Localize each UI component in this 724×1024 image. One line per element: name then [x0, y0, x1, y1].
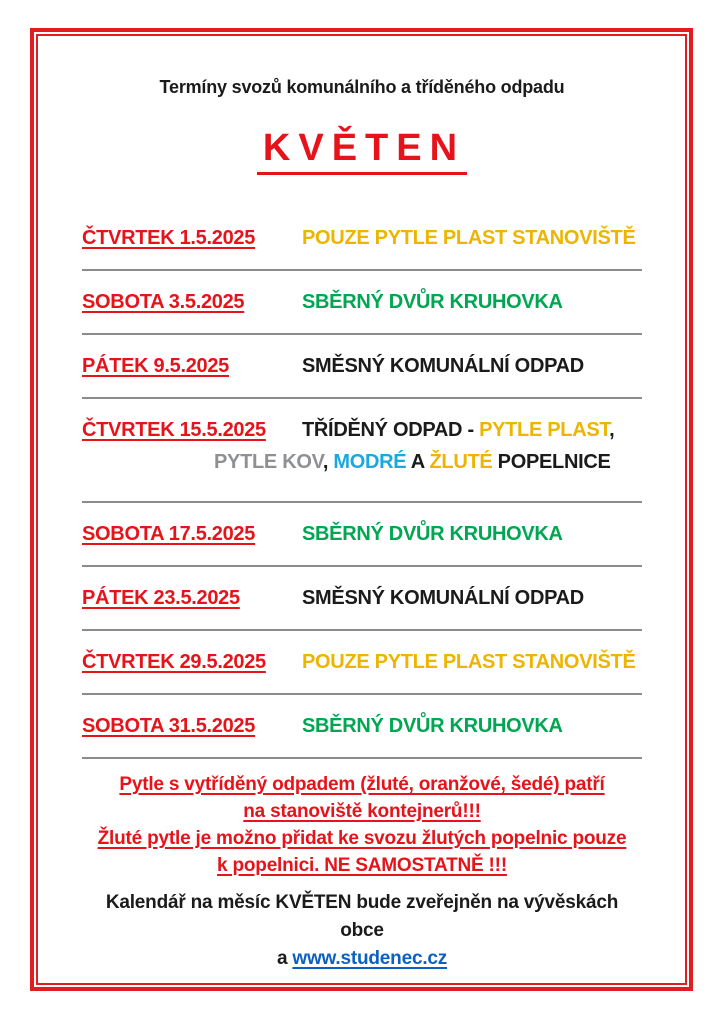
- pickup-type-text: SMĚSNÝ KOMUNÁLNÍ ODPAD: [302, 354, 584, 377]
- pickup-type-text: SMĚSNÝ KOMUNÁLNÍ ODPAD: [302, 586, 584, 609]
- pickup-type: [302, 291, 563, 314]
- pickup-type: [302, 227, 636, 250]
- footer-text: Kalendář na měsíc KVĚTEN bude zveřejněn na vývěskách obce: [105, 892, 619, 941]
- footer: [82, 889, 642, 973]
- pickup-type: [302, 419, 614, 442]
- pickup-date: ČTVRTEK 1.5.2025: [82, 226, 256, 249]
- pickup-type: [302, 651, 636, 674]
- warning-note-text: k popelnici. NE SAMOSTATNĚ !!!: [217, 855, 507, 876]
- schedule-list: [82, 207, 642, 759]
- website-link[interactable]: www.studenec.cz: [292, 948, 448, 969]
- warning-note-text: na stanoviště kontejnerů!!!: [243, 801, 481, 822]
- pickup-date: ČTVRTEK 29.5.2025: [82, 650, 266, 673]
- schedule-row: [82, 335, 642, 399]
- schedule-row: [82, 695, 642, 759]
- flyer-content: [82, 0, 642, 973]
- month-heading-wrap: [82, 126, 642, 175]
- pickup-type: [302, 523, 563, 546]
- month-heading: KVĚTEN: [257, 126, 467, 175]
- pickup-type-text: ,: [322, 451, 334, 473]
- pickup-date: PÁTEK 9.5.2025: [82, 354, 229, 377]
- warning-note-line: [82, 771, 642, 798]
- pickup-type-text: ,: [609, 418, 615, 441]
- pickup-date: SOBOTA 3.5.2025: [82, 290, 245, 313]
- schedule-row: [82, 399, 642, 503]
- footer-link-prefix: a: [276, 948, 293, 969]
- pickup-type-text: SBĚRNÝ DVŮR KRUHOVKA: [302, 714, 563, 737]
- pickup-type-text: POUZE PYTLE PLAST STANOVIŠTĚ: [302, 226, 636, 249]
- warning-note-line: [82, 798, 642, 825]
- pickup-type-text: A: [406, 451, 430, 473]
- pickup-date: SOBOTA 17.5.2025: [82, 522, 256, 545]
- pickup-date: PÁTEK 23.5.2025: [82, 586, 240, 609]
- warning-note-line: [82, 852, 642, 879]
- schedule-row-line1: [82, 399, 642, 451]
- pickup-date: ČTVRTEK 15.5.2025: [82, 418, 266, 441]
- warning-notes: [82, 771, 642, 879]
- schedule-row: [82, 271, 642, 335]
- pickup-type: [302, 715, 563, 738]
- pickup-type-text: PYTLE PLAST: [479, 418, 610, 441]
- pickup-type-text: TŘÍDĚNÝ ODPAD -: [302, 418, 480, 441]
- pickup-type-text: POUZE PYTLE PLAST STANOVIŠTĚ: [302, 650, 636, 673]
- pickup-type-text: SBĚRNÝ DVŮR KRUHOVKA: [302, 290, 563, 313]
- schedule-row-line2: [82, 451, 642, 474]
- pickup-type-text: PYTLE KOV: [214, 451, 323, 473]
- warning-note-text: Pytle s vytříděný odpadem (žluté, oranžové, šedé) patří: [119, 774, 605, 795]
- pickup-type: [302, 355, 584, 378]
- schedule-row: [82, 207, 642, 271]
- pickup-type: [302, 587, 584, 610]
- pickup-type-text: MODRÉ: [333, 451, 407, 473]
- warning-note-text: Žluté pytle je možno přidat ke svozu žlutých popelnic pouze: [97, 828, 627, 849]
- schedule-row: [82, 567, 642, 631]
- pickup-date: SOBOTA 31.5.2025: [82, 714, 256, 737]
- pickup-type-text: ŽLUTÉ: [429, 451, 493, 473]
- pickup-type-text: SBĚRNÝ DVŮR KRUHOVKA: [302, 522, 563, 545]
- schedule-row: [82, 631, 642, 695]
- warning-note-line: [82, 825, 642, 852]
- page-title: Termíny svozů komunálního a tříděného odpadu: [159, 77, 565, 97]
- footer-link-line: [82, 945, 642, 973]
- schedule-row: [82, 503, 642, 567]
- pickup-type-text: POPELNICE: [492, 451, 611, 473]
